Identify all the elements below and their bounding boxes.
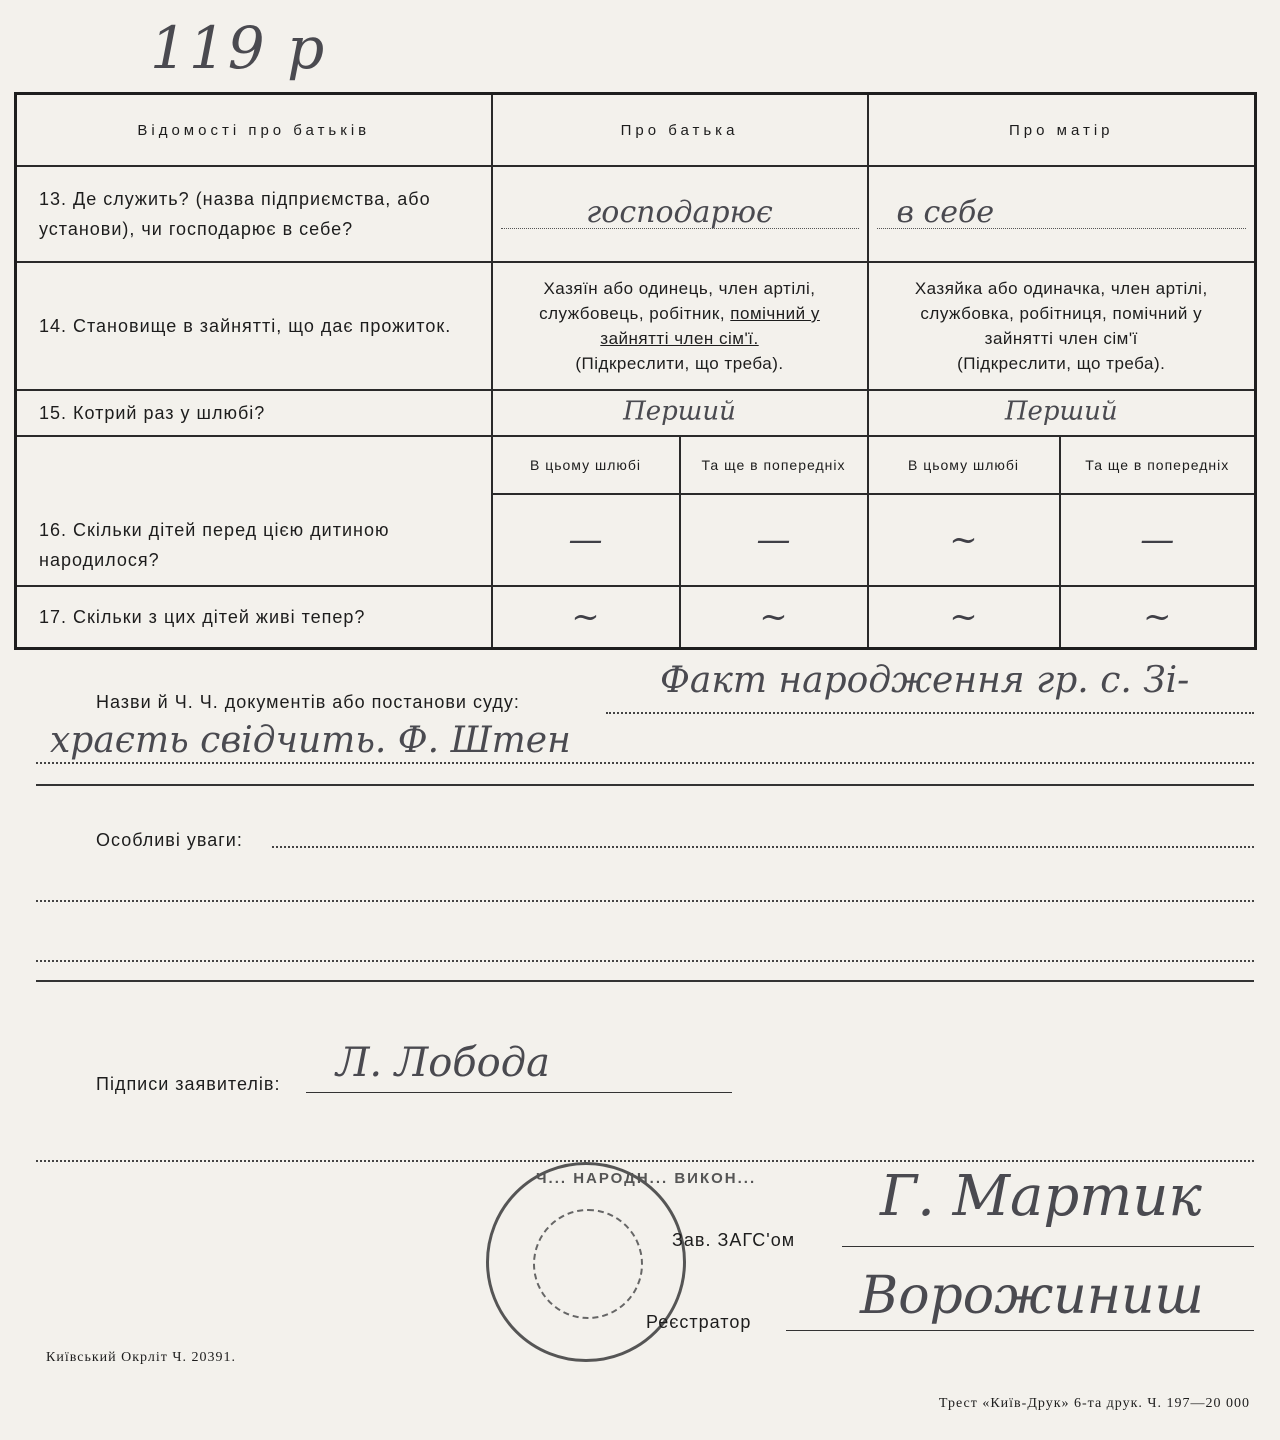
applicants-line-2 bbox=[36, 1160, 1254, 1162]
subheader-mother-previous: Та ще в попередніх bbox=[1060, 436, 1256, 494]
answer-17-mother-previous: ~ bbox=[1060, 586, 1256, 648]
answer-15-mother: Перший bbox=[868, 390, 1256, 436]
footer-left: Київський Окрліт Ч. 20391. bbox=[46, 1350, 236, 1365]
applicants-signature-line bbox=[306, 1092, 732, 1093]
head-zags-line bbox=[842, 1246, 1254, 1247]
question-14: 14. Становище в зайнятті, що дає прожиток. bbox=[16, 262, 492, 390]
footer-right: Трест «Київ-Друк» 6-та друк. Ч. 197—20 000 bbox=[938, 1396, 1250, 1411]
documents-rule bbox=[36, 784, 1254, 786]
remarks-line-3 bbox=[36, 960, 1254, 962]
answer-13-mother: в себе bbox=[868, 166, 1256, 262]
remarks-rule bbox=[36, 980, 1254, 982]
documents-line-1 bbox=[606, 712, 1254, 714]
answer-14-mother-options: Хазяйка або одиначка, член артілі, службовка, робітниця, помічний у зайнятті член сім'ї (Підкреслити, що треба). bbox=[868, 262, 1256, 390]
applicants-signature-label: Підписи заявителів: bbox=[96, 1074, 281, 1094]
answer-15-father: Перший bbox=[492, 390, 868, 436]
question-17: 17. Скільки з цих дітей живі тепер? bbox=[16, 586, 492, 648]
subheader-father-this-marriage: В цьому шлюбі bbox=[492, 436, 680, 494]
answer-14-father-options: Хазяїн або одинець, член артілі, службовець, робітник, помічний у зайнятті член сім'ї. (Підкреслити, що треба). bbox=[492, 262, 868, 390]
head-zags-signature: Г. Мартик bbox=[880, 1164, 1202, 1229]
registrar-signature: Ворожиниш bbox=[860, 1266, 1204, 1326]
registrar-label: Реєстратор bbox=[646, 1312, 752, 1332]
answer-17-mother-this: ~ bbox=[868, 586, 1060, 648]
question-15: 15. Котрий раз у шлюбі? bbox=[16, 390, 492, 436]
remarks-line-1 bbox=[272, 846, 1254, 848]
subheader-father-previous: Та ще в попередніх bbox=[680, 436, 868, 494]
header-about-mother: Про матір bbox=[868, 94, 1256, 167]
head-zags-label: Зав. ЗАГС'ом bbox=[672, 1230, 796, 1250]
answer-16-mother-previous: — bbox=[1060, 494, 1256, 586]
remarks-line-2 bbox=[36, 900, 1254, 902]
parents-info-table bbox=[14, 92, 1257, 650]
question-16: 16. Скільки дітей перед цією дитиною народилося? bbox=[16, 436, 492, 586]
answer-16-father-previous: — bbox=[680, 494, 868, 586]
answer-16-father-this: — bbox=[492, 494, 680, 586]
answer-17-father-previous: ~ bbox=[680, 586, 868, 648]
header-parents-info: Відомості про батьків bbox=[16, 94, 492, 167]
subheader-mother-this-marriage: В цьому шлюбі bbox=[868, 436, 1060, 494]
answer-17-father-this: ~ bbox=[492, 586, 680, 648]
documents-line-2 bbox=[36, 762, 1254, 764]
remarks-label: Особливі уваги: bbox=[96, 830, 243, 850]
answer-13-father: господарює bbox=[492, 166, 868, 262]
registrar-line bbox=[786, 1330, 1254, 1331]
documents-handwriting-2: храєть свідчить. Ф. Штен bbox=[50, 720, 571, 761]
answer-16-mother-this: ~ bbox=[868, 494, 1060, 586]
stamp-text: Ч... НАРОДН... ВИКОН... bbox=[536, 1170, 757, 1187]
documents-label: Назви й Ч. Ч. документів або постанови суду: bbox=[96, 692, 520, 712]
applicant-signature: Л. Лобода bbox=[336, 1040, 550, 1086]
header-about-father: Про батька bbox=[492, 94, 868, 167]
documents-handwriting-1: Факт народження гр. с. Зі- bbox=[660, 660, 1190, 701]
corner-handwritten-note: 119 р bbox=[150, 14, 327, 82]
question-13: 13. Де служить? (назва підприємства, або установи), чи господарює в себе? bbox=[16, 166, 492, 262]
underlined-option-father: помічний у зайнятті член сім'ї. bbox=[600, 304, 820, 348]
